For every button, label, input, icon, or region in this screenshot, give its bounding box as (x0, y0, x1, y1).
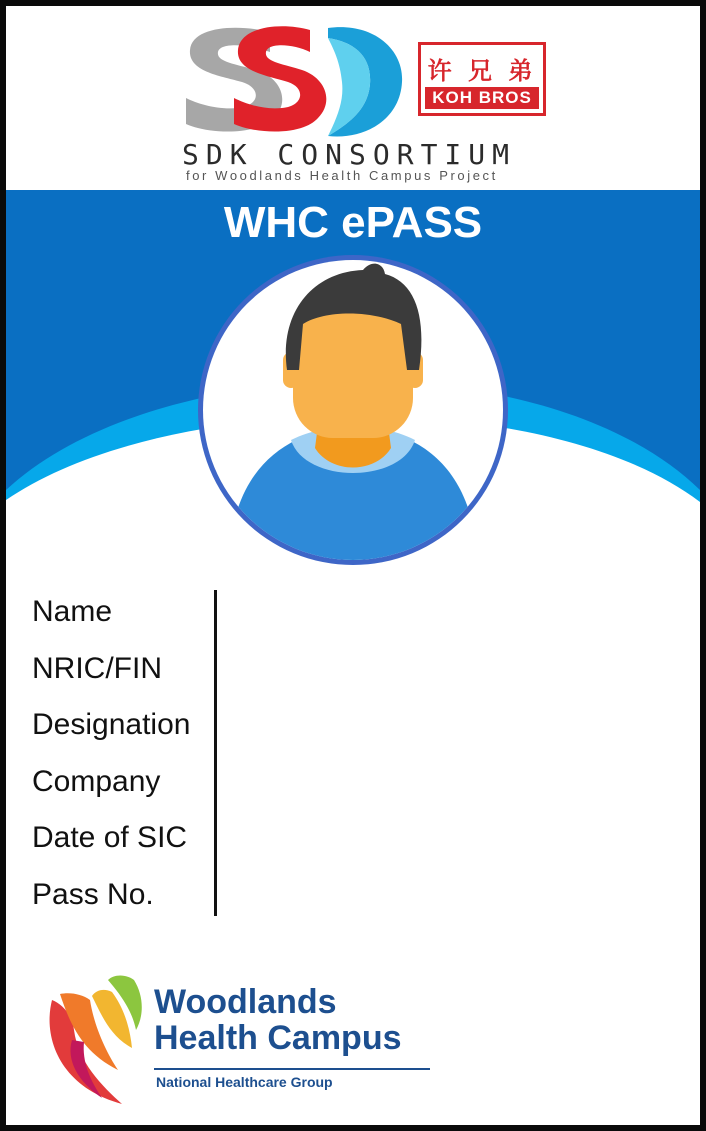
field-pass-no-label: Pass No. (32, 877, 154, 911)
field-divider (214, 590, 217, 916)
koh-bros-chinese: 许 兄 弟 (427, 56, 537, 85)
field-sic-date-label: Date of SIC (32, 821, 188, 854)
consortium-logo-area (6, 6, 700, 190)
field-labels (32, 584, 190, 923)
field-nric-label: NRIC/FIN (32, 651, 162, 685)
koh-bros-label: KOH BROS (425, 87, 539, 109)
field-company-label: Company (32, 764, 161, 798)
whc-name (154, 984, 402, 1056)
field-designation-label: Designation (32, 708, 191, 741)
koh-bros-logo (418, 42, 546, 116)
sdk-logo-mark (178, 20, 408, 142)
consortium-subline: for Woodlands Health Campus Project (186, 168, 498, 183)
whc-rule (154, 1068, 430, 1070)
consortium-title: SDK CONSORTIUM (182, 138, 517, 171)
user-avatar-icon (195, 252, 511, 568)
pass-title: WHC ePASS (223, 198, 483, 247)
whc-group-name: National Healthcare Group (156, 1074, 333, 1090)
whc-logo-mark (32, 970, 152, 1110)
whc-name-line2: Health Campus (154, 1019, 402, 1057)
field-name-label: Name (32, 595, 113, 628)
whc-name-line1: Woodlands (154, 983, 337, 1021)
